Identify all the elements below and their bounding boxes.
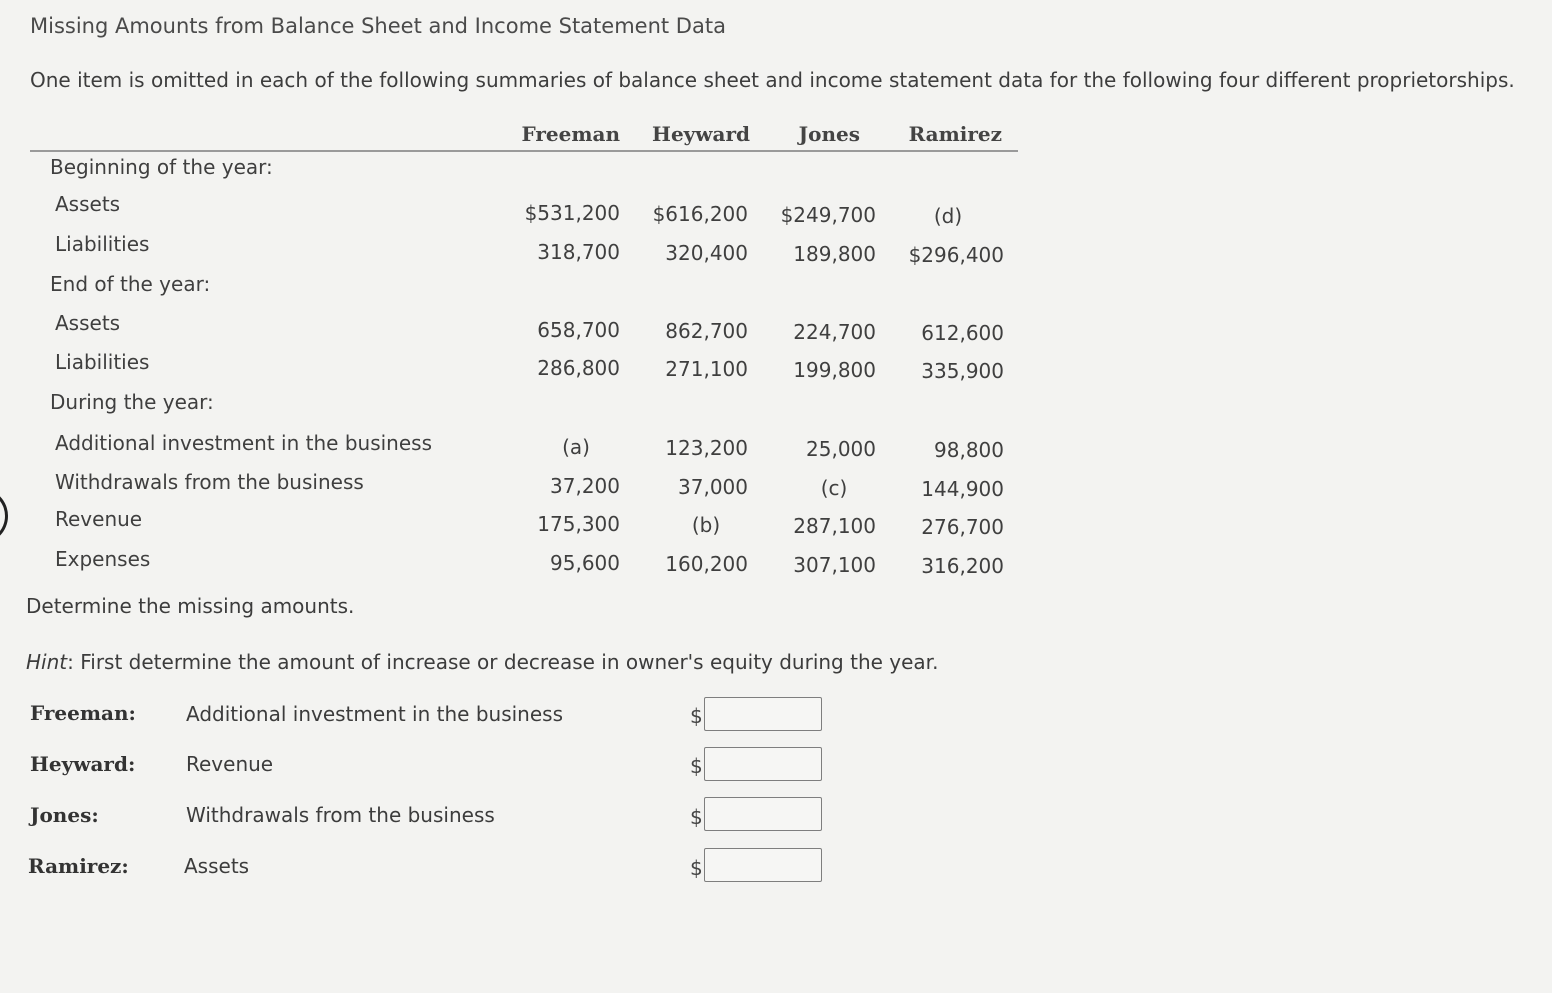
cell-end-liab-jones: 199,800 (793, 358, 876, 382)
hint-body: : First determine the amount of increase or decrease in owner's equity during the year. (67, 650, 939, 674)
answer-name-jones: Jones: (30, 803, 99, 827)
page-title: Missing Amounts from Balance Sheet and Income Statement Data (30, 14, 726, 38)
row-label-end-assets: Assets (55, 311, 121, 335)
row-label-beg-liabilities: Liabilities (55, 232, 150, 256)
section-end: End of the year: (50, 272, 211, 296)
cell-end-liab-heyward: 271,100 (665, 357, 748, 381)
row-label-withdrawals: Withdrawals from the business (55, 470, 364, 494)
section-during: During the year: (50, 390, 214, 414)
cell-revenue-jones: 287,100 (793, 514, 876, 538)
cell-end-assets-ramirez: 612,600 (921, 321, 1004, 345)
determine-instruction: Determine the missing amounts. (26, 594, 355, 618)
answer-currency-freeman: $ (690, 704, 703, 728)
answer-desc-jones: Withdrawals from the business (186, 803, 495, 827)
cell-end-liab-freeman: 286,800 (537, 356, 620, 380)
row-label-revenue: Revenue (55, 507, 143, 531)
cell-withdrawals-freeman: 37,200 (550, 474, 620, 498)
col-header-heyward: Heyward (652, 122, 750, 146)
cell-beg-liab-heyward: 320,400 (665, 241, 748, 265)
col-header-freeman: Freeman (521, 122, 620, 146)
cell-revenue-freeman: 175,300 (537, 512, 620, 536)
cell-beg-assets-heyward: $616,200 (652, 202, 748, 226)
cell-beg-assets-freeman: $531,200 (524, 201, 620, 225)
hint-prefix: Hint (26, 650, 68, 674)
col-header-ramirez: Ramirez (908, 122, 1002, 146)
cell-investment-freeman: (a) (562, 435, 590, 459)
answer-input-jones[interactable] (704, 797, 822, 831)
table-header-rule (30, 150, 1018, 152)
answer-desc-freeman: Additional investment in the business (186, 702, 563, 726)
cell-revenue-heyward: (b) (691, 513, 721, 537)
left-edge-arc (0, 488, 8, 544)
answer-name-ramirez: Ramirez: (28, 854, 129, 878)
cell-end-liab-ramirez: 335,900 (921, 359, 1004, 383)
answer-input-ramirez[interactable] (704, 848, 822, 882)
cell-beg-assets-ramirez: (d) (933, 204, 963, 228)
cell-investment-heyward: 123,200 (665, 436, 748, 460)
cell-expenses-ramirez: 316,200 (921, 554, 1004, 578)
cell-end-assets-heyward: 862,700 (665, 319, 748, 343)
answer-currency-ramirez: $ (690, 856, 703, 880)
cell-investment-ramirez: 98,800 (934, 438, 1004, 462)
answer-input-freeman[interactable] (704, 697, 822, 731)
answer-desc-ramirez: Assets (184, 854, 250, 878)
intro-text: One item is omitted in each of the following summaries of balance sheet and income statement data for the following four different proprietorships. (30, 68, 1515, 92)
cell-end-assets-jones: 224,700 (793, 320, 876, 344)
cell-beg-liab-ramirez: $296,400 (908, 243, 1004, 267)
answer-currency-jones: $ (690, 805, 703, 829)
cell-end-assets-freeman: 658,700 (537, 318, 620, 342)
col-header-jones: Jones (798, 122, 860, 146)
cell-beg-liab-freeman: 318,700 (537, 240, 620, 264)
cell-withdrawals-jones: (c) (820, 476, 848, 500)
section-beginning: Beginning of the year: (50, 155, 273, 179)
row-label-end-liabilities: Liabilities (55, 350, 150, 374)
cell-expenses-jones: 307,100 (793, 553, 876, 577)
answer-desc-heyward: Revenue (186, 752, 274, 776)
hint-text (26, 650, 938, 674)
cell-withdrawals-heyward: 37,000 (678, 475, 748, 499)
answer-currency-heyward: $ (690, 754, 703, 778)
row-label-investment: Additional investment in the business (55, 431, 432, 455)
cell-beg-liab-jones: 189,800 (793, 242, 876, 266)
row-label-expenses: Expenses (55, 547, 151, 571)
cell-expenses-heyward: 160,200 (665, 552, 748, 576)
cell-withdrawals-ramirez: 144,900 (921, 477, 1004, 501)
answer-name-heyward: Heyward: (30, 752, 136, 776)
cell-investment-jones: 25,000 (806, 437, 876, 461)
answer-name-freeman: Freeman: (30, 701, 136, 725)
answer-input-heyward[interactable] (704, 747, 822, 781)
cell-beg-assets-jones: $249,700 (780, 203, 876, 227)
cell-expenses-freeman: 95,600 (550, 551, 620, 575)
cell-revenue-ramirez: 276,700 (921, 515, 1004, 539)
row-label-beg-assets: Assets (55, 192, 121, 216)
